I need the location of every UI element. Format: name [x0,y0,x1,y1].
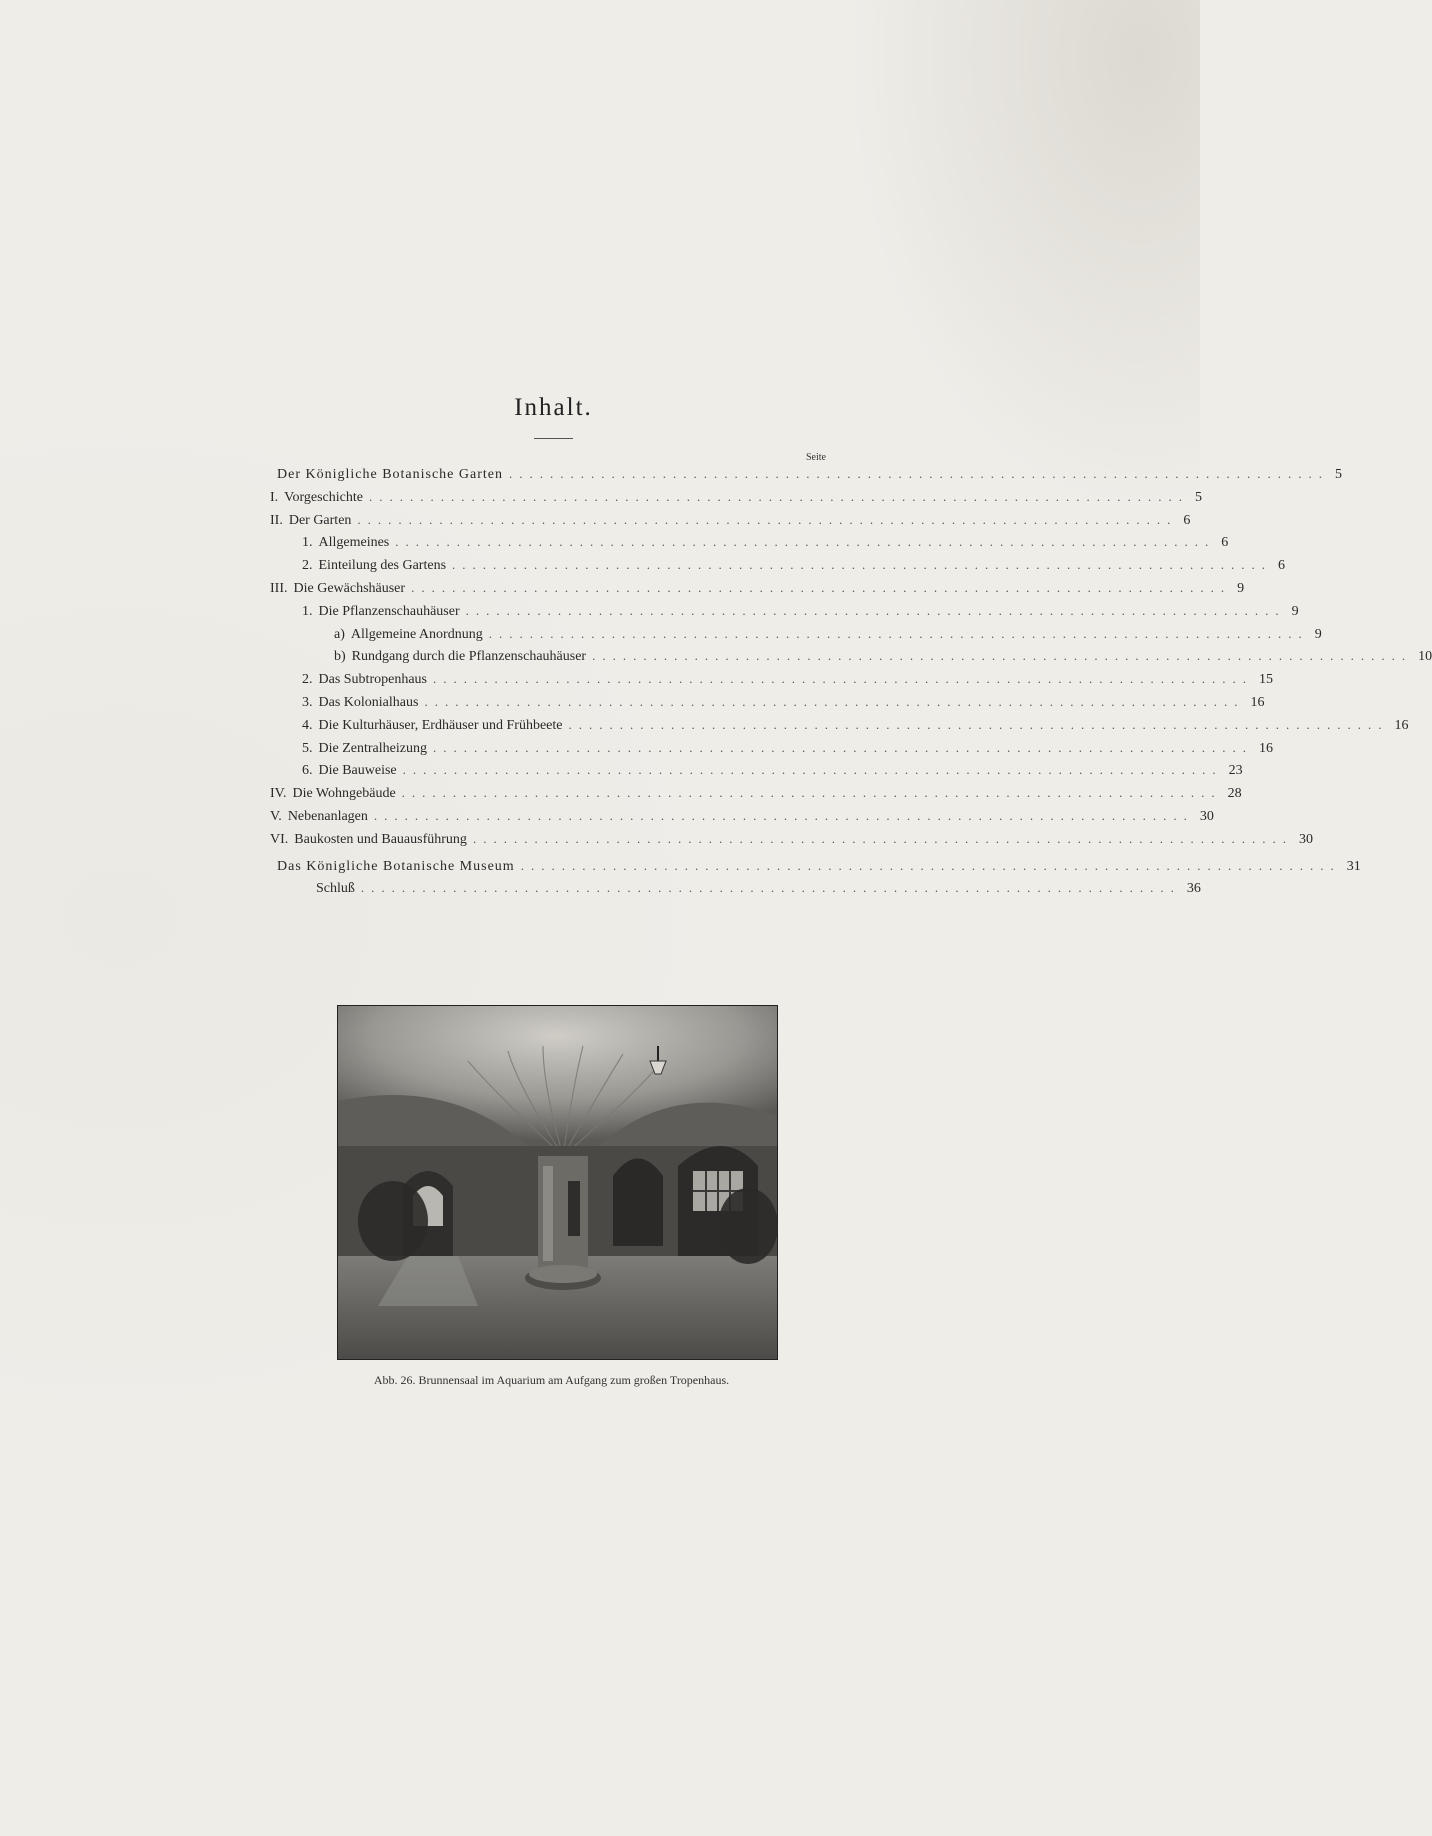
toc-entry [270,785,1242,805]
toc-leader-dots: ................................................................................ [424,694,1245,709]
toc-entry-number: b) [334,649,346,665]
toc-leader-dots: ................................................................................ [401,785,1222,801]
figure-photograph [337,1005,778,1360]
toc-leader-dots: ................................................................................ [433,671,1253,687]
toc-leader-dots: ................................................................................ [432,739,1253,755]
toc-entry-page: 6 [1278,558,1286,574]
toc-entry-label: Das Kolonialhaus [318,695,419,710]
toc-entry-page: 9 [1291,603,1299,619]
toc-entry-number: IV. [270,786,287,802]
toc-entry [302,557,1286,577]
toc-entry-page: 6 [1183,512,1191,528]
toc-entry-page: 6 [1221,535,1229,551]
toc-entry-label: Die Gewächshäuser [293,581,406,596]
toc-leader-dots: ................................................................................ [509,466,1329,481]
toc-entry-label: Allgemeines [318,535,390,551]
toc-entry [270,808,1214,828]
toc-entry-number: 3. [302,695,313,710]
toc-entry-number: I. [270,489,279,505]
toc-entry-number: VI. [270,831,289,847]
toc-leader-dots: ................................................................................ [520,857,1341,873]
toc-entry-label: Der Garten [288,512,352,528]
toc-entry-number: a) [334,626,345,642]
page-title: Inhalt. [514,394,593,421]
toc-entry-number: II. [270,512,283,528]
toc-leader-dots: ................................................................................ [411,580,1232,595]
toc-entry [316,880,1201,900]
toc-entry-number: 4. [302,717,313,733]
toc-entry-label: Einteilung des Gartens [318,558,447,574]
toc-entry-number: III. [270,581,288,596]
toc-entry [277,857,1361,878]
toc-leader-dots: ................................................................................ [592,648,1413,664]
toc-entry [334,648,1432,668]
toc-leader-dots: ................................................................................ [395,534,1216,550]
toc-leader-dots: ................................................................................ [465,602,1286,618]
toc-entry-label: Die Wohngebäude [292,786,396,802]
toc-entry-page: 36 [1186,881,1201,897]
toc-entry-page: 9 [1314,626,1322,642]
toc-entry-label: Die Kulturhäuser, Erdhäuser und Frühbeete [318,717,563,733]
toc-entry-label: Allgemeine Anordnung [350,626,483,642]
toc-leader-dots: ................................................................................ [357,511,1178,527]
toc-entry [334,625,1322,646]
toc-entry [270,511,1191,532]
toc-entry-label: Die Pflanzenschauhäuser [318,603,460,619]
page-column-label: Seite [806,452,826,463]
toc-leader-dots: ................................................................................ [402,762,1223,778]
toc-entry-label: Der Königliche Botanische Garten [277,467,503,482]
toc-entry-page: 15 [1259,672,1273,688]
toc-entry [270,488,1202,509]
toc-entry-number: 2. [302,558,313,574]
toc-entry [302,716,1409,737]
toc-entry-page: 10 [1418,649,1432,665]
toc-entry [302,762,1243,782]
toc-entry-label: Die Zentralheizung [318,740,427,756]
toc-entry [270,580,1245,600]
toc-leader-dots: ................................................................................ [373,808,1194,823]
toc-entry [270,830,1313,851]
toc-entry-number: 1. [302,535,313,551]
toc-entry-number: V. [270,809,282,824]
toc-entry-label: Rundgang durch die Pflanzenschauhäuser [351,649,587,665]
title-divider [534,438,573,439]
toc-entry-page: 31 [1346,858,1361,874]
toc-entry-page: 30 [1199,809,1214,824]
toc-entry-label: Die Bauweise [318,763,397,779]
toc-entry [302,694,1265,714]
toc-entry-label: Baukosten und Bauausführung [294,831,467,847]
toc-leader-dots: ................................................................................ [360,880,1181,896]
figure-caption: Abb. 26. Brunnensaal im Aquarium am Aufgang zum großen Tropenhaus. [373,1373,730,1387]
toc-entry-page: 16 [1258,740,1273,756]
toc-entry-page: 23 [1228,763,1243,779]
toc-entry-number: 5. [302,740,313,756]
toc-entry-label: Das Subtropenhaus [318,672,427,688]
toc-entry-page: 9 [1237,581,1245,596]
toc-entry-label: Schluß [316,881,355,897]
toc-entry-page: 30 [1298,831,1313,847]
toc-entry-label: Das Königliche Botanische Museum [277,858,515,874]
toc-leader-dots: ................................................................................ [488,625,1309,641]
toc-entry [302,602,1299,623]
toc-entry-page: 5 [1194,489,1202,505]
toc-entry-page: 5 [1335,467,1342,482]
toc-entry-number: 6. [302,763,313,779]
toc-leader-dots: ................................................................................ [452,557,1273,573]
toc-entry [302,739,1273,760]
toc-entry-page: 28 [1227,786,1242,802]
toc-leader-dots: ................................................................................ [368,488,1189,504]
toc-entry [302,534,1229,554]
toc-entry-page: 16 [1394,717,1409,733]
toc-leader-dots: ................................................................................ [472,830,1293,846]
fountain-hall-photo [338,1006,777,1359]
toc-entry-number: 1. [302,603,313,619]
toc-leader-dots: ................................................................................ [568,716,1389,732]
toc-entry [277,466,1342,486]
toc-entry [302,671,1273,691]
toc-entry-label: Nebenanlagen [287,809,368,824]
toc-entry-page: 16 [1250,695,1265,710]
toc-entry-label: Vorgeschichte [284,489,363,505]
toc-entry-number: 2. [302,672,313,688]
